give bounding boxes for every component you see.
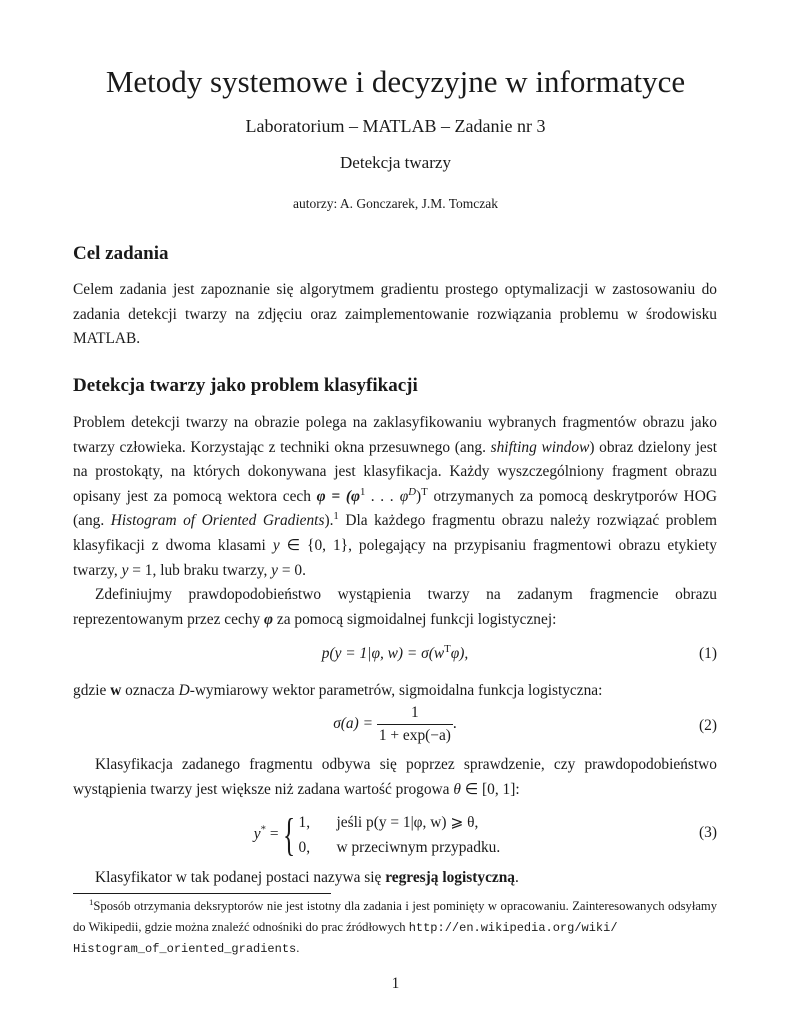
equation-number: (1): [699, 645, 717, 662]
document-subtitle: Laboratorium – MATLAB – Zadanie nr 3: [245, 116, 546, 136]
document-authors: autorzy: A. Gonczarek, J.M. Tomczak: [293, 196, 498, 211]
equation-3: y* = { 1, jeśli p(y = 1|φ, w) ⩾ θ, 0, w przeciwnym przypadku. (3): [253, 809, 717, 860]
cases: 1, jeśli p(y = 1|φ, w) ⩾ θ, 0, w przeciwnym przypadku.: [298, 814, 501, 856]
paragraph-goal: Celem zadania jest zapoznanie się algorytmem gradientu prostego optymalizacji w zastosowaniu do zadania detekcji twarzy na zdjęciu oraz zaimplementowanie rozwiązania problemu w środowisku MATLAB.: [73, 281, 717, 348]
paragraph-logistic-regression: Klasyfikator w tak podanej postaci nazywa się regresją logistyczną.: [95, 869, 519, 886]
paragraph-probability: Zdefiniujmy prawdopodobieństwo wystąpienia twarzy na zadanym fragmencie obrazu reprezentowanym przez cechy φ za pomocą sigmoidalnej funkcji logistycznej:: [73, 586, 717, 628]
footnote: $^1$Sposób otrzymania deksryptorów nie jest istotny dla zadania i jest pominięty w opracowaniu. Zainteresowanych odsyłamy do Wikipedii, gdzie można znaleźć odnośniki do prac źródłowych http://en.wikipedia.org/wiki/ Histogram_of_oriented_gradients.: [73, 896, 717, 956]
footnote-link-continued[interactable]: Histogram_of_oriented_gradients: [73, 942, 297, 956]
document-page: Metody systemowe i decyzyjne w informatyce Laboratorium – MATLAB – Zadanie nr 3 Detekcja twarzy autorzy: A. Gonczarek, J.M. Tomczak Cel zadania Celem zadania jest zapoznanie się algorytmem gradientu prostego optymalizacji w zastosowaniu do zadania detekcji twarzy na zdjęciu oraz zaimplementowanie rozwiązania problemu w środowisku MATLAB. Detekcja twarzy jako problem klasyfikacji Problem detekcji twarzy na obrazie polega na zaklasyfikowaniu wybranych fragmentów obrazu jako twarzy człowieka. Korzystając z techniki okna przesuwnego (ang. shifting window) obraz dzielony jest na prostokąty, na których dokonywana jest klasyfikacja. Każdy wyszczególniony fragment obrazu opisany jest za pomocą wektora cech $\varphi = (\varphi^1$ . . . $\varphi^D)^T$ otrzymanych za pomocą deskrytporów HOG (ang. Histogram of Oriented Gradients).$^1$ Dla każdego fragmentu obrazu należy rozwiązać problem klasyfikacji z dwoma klasami y ∈ {0, 1}, polegający na przypisaniu fragmentowi obrazu etykiety twarzy, y = 1, lub braku twarzy, y = 0. Zdefiniujmy prawdopodobieństwo wystąpienia twarzy na zadanym fragmencie obrazu reprezentowanym przez cechy φ za pomocą sigmoidalnej funkcji logistycznej: p(y = 1|φ, $w) = \sigma(w^T\varphi)$, (1) gdzie w oznacza D-wymiarowy wektor parametrów, sigmoidalna funkcja logistyczna: σ(a) = $\frac{1}{1 + \exp(-a)}$ . (2) Klasyfikacja zadanego fragmentu odbywa się poprzez sprawdzenie, czy prawdopodobieństwo wystąpienia twarzy jest większe niż zadana wartość progowa θ ∈ [0, 1]: y* = { 1, jeśli p(y = 1|φ, w) ⩾ θ, 0, w przeciwnym przypadku. (3) Klasyfikator w tak podanej postaci nazywa się regresją logistyczną. $^1$Sposób otrzymania deksryptorów nie jest istotny dla zadania i jest pominięty w opracowaniu. Zainteresowanych odsyłamy do Wikipedii, gdzie można znaleźć odnośniki do prac źródłowych http://en.wikipedia.org/wiki/ Histogram_of_oriented_gradients. 1: [0, 0, 791, 1024]
paragraph-threshold: Klasyfikacja zadanego fragmentu odbywa się poprzez sprawdzenie, czy prawdopodobieństwo wystąpienia twarzy jest większe niż zadana wartość progowa θ ∈ [0, 1]:: [73, 756, 717, 798]
document-title: Metody systemowe i decyzyjne w informatyce: [105, 64, 686, 99]
fraction: $\frac{1}{1 + \exp(-a)}$: [378, 704, 451, 744]
paragraph-face-detection: Problem detekcji twarzy na obrazie polega na zaklasyfikowaniu wybranych fragmentów obrazu jako twarzy człowieka. Korzystając z techniki okna przesuwnego (ang. shifting window) obraz dzielony jest na prostokąty, na których dokonywana jest klasyfikacja. Każdy wyszczególniony fragment obrazu opisany jest za pomocą wektora cech $\varphi = (\varphi^1$ . . . $\varphi^D)^T$ otrzymanych za pomocą deskrytporów HOG (ang. Histogram of Oriented Gradients).$^1$ Dla każdego fragmentu obrazu należy rozwiązać problem klasyfikacji z dwoma klasami y ∈ {0, 1}, polegający na przypisaniu fragmentowi obrazu etykiety twarzy, y = 1, lub braku twarzy, y = 0.: [73, 414, 717, 579]
left-brace-icon: {: [283, 809, 296, 860]
section-heading-classification: Detekcja twarzy jako problem klasyfikacji: [73, 375, 418, 396]
paragraph-parameters: gdzie w oznacza D-wymiarowy wektor parametrów, sigmoidalna funkcja logistyczna:: [73, 682, 603, 699]
footnote-link[interactable]: http://en.wikipedia.org/wiki/: [408, 920, 618, 935]
footnote-rule: [73, 893, 331, 894]
equation-2: σ(a) = $\frac{1}{1 + \exp(-a)}$ . (2): [333, 704, 717, 744]
equation-number: (3): [699, 824, 717, 841]
document-topic: Detekcja twarzy: [340, 153, 451, 172]
section-heading-goal: Cel zadania: [73, 243, 169, 264]
page-number: 1: [391, 975, 400, 992]
equation-number: (2): [699, 717, 717, 734]
footnote-ref: 1: [333, 510, 339, 523]
